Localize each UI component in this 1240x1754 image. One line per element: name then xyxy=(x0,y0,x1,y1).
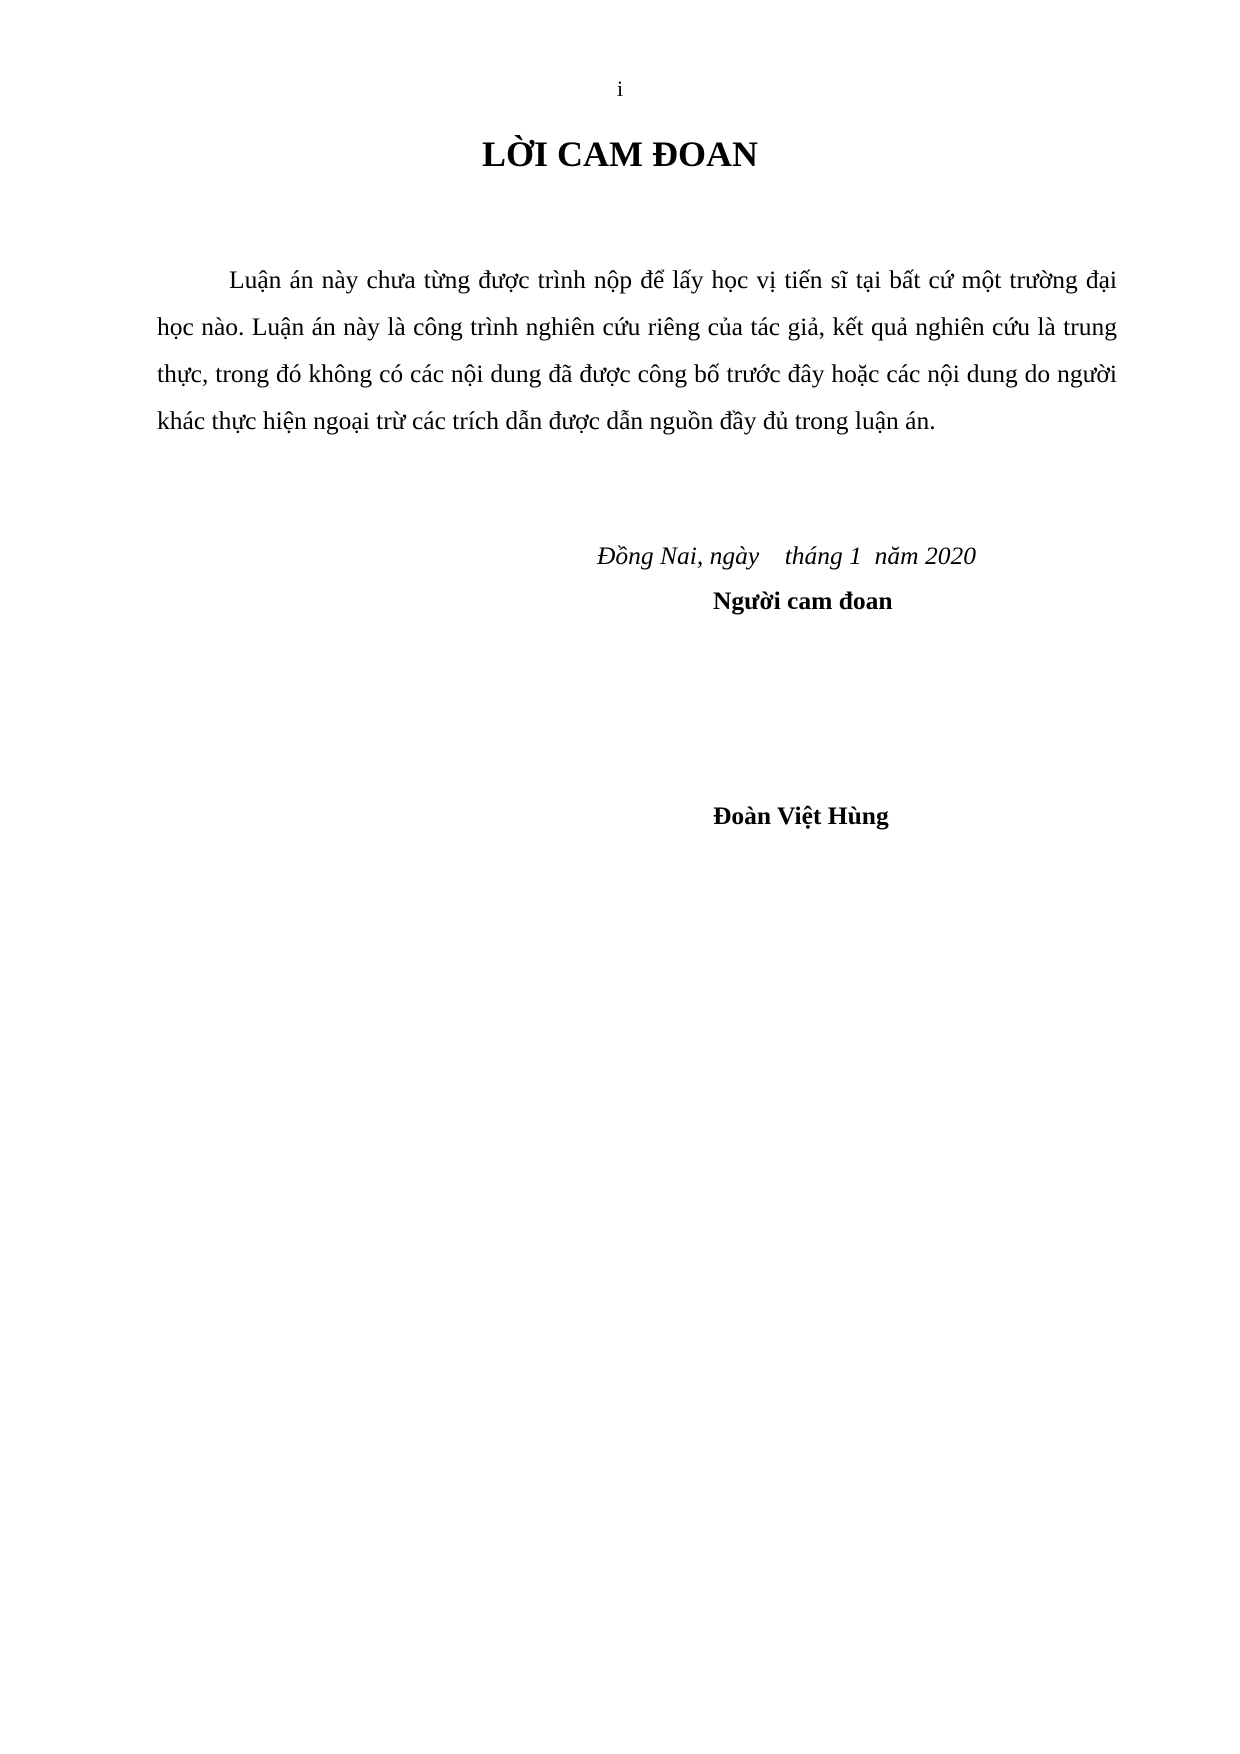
page-title: LỜI CAM ĐOAN xyxy=(482,134,758,174)
signer-label: Người cam đoan xyxy=(713,586,893,615)
date-line: Đồng Nai, ngày tháng 1 năm 2020 xyxy=(597,541,976,570)
signer-name: Đoàn Việt Hùng xyxy=(713,801,889,830)
declaration-paragraph: Luận án này chưa từng được trình nộp để lấy học vị tiến sĩ tại bất cứ một trường đại học nào. Luận án này là công trình nghiên cứu riêng của tác giả, kết quả nghiên cứu là trung thực, trong đó không có các nội dung đã được công bố trước đây hoặc các nội dung do người khác thực hiện ngoại trừ các trích dẫn được dẫn nguồn đầy đủ trong luận án. xyxy=(157,265,1117,435)
page-number: i xyxy=(616,76,624,101)
